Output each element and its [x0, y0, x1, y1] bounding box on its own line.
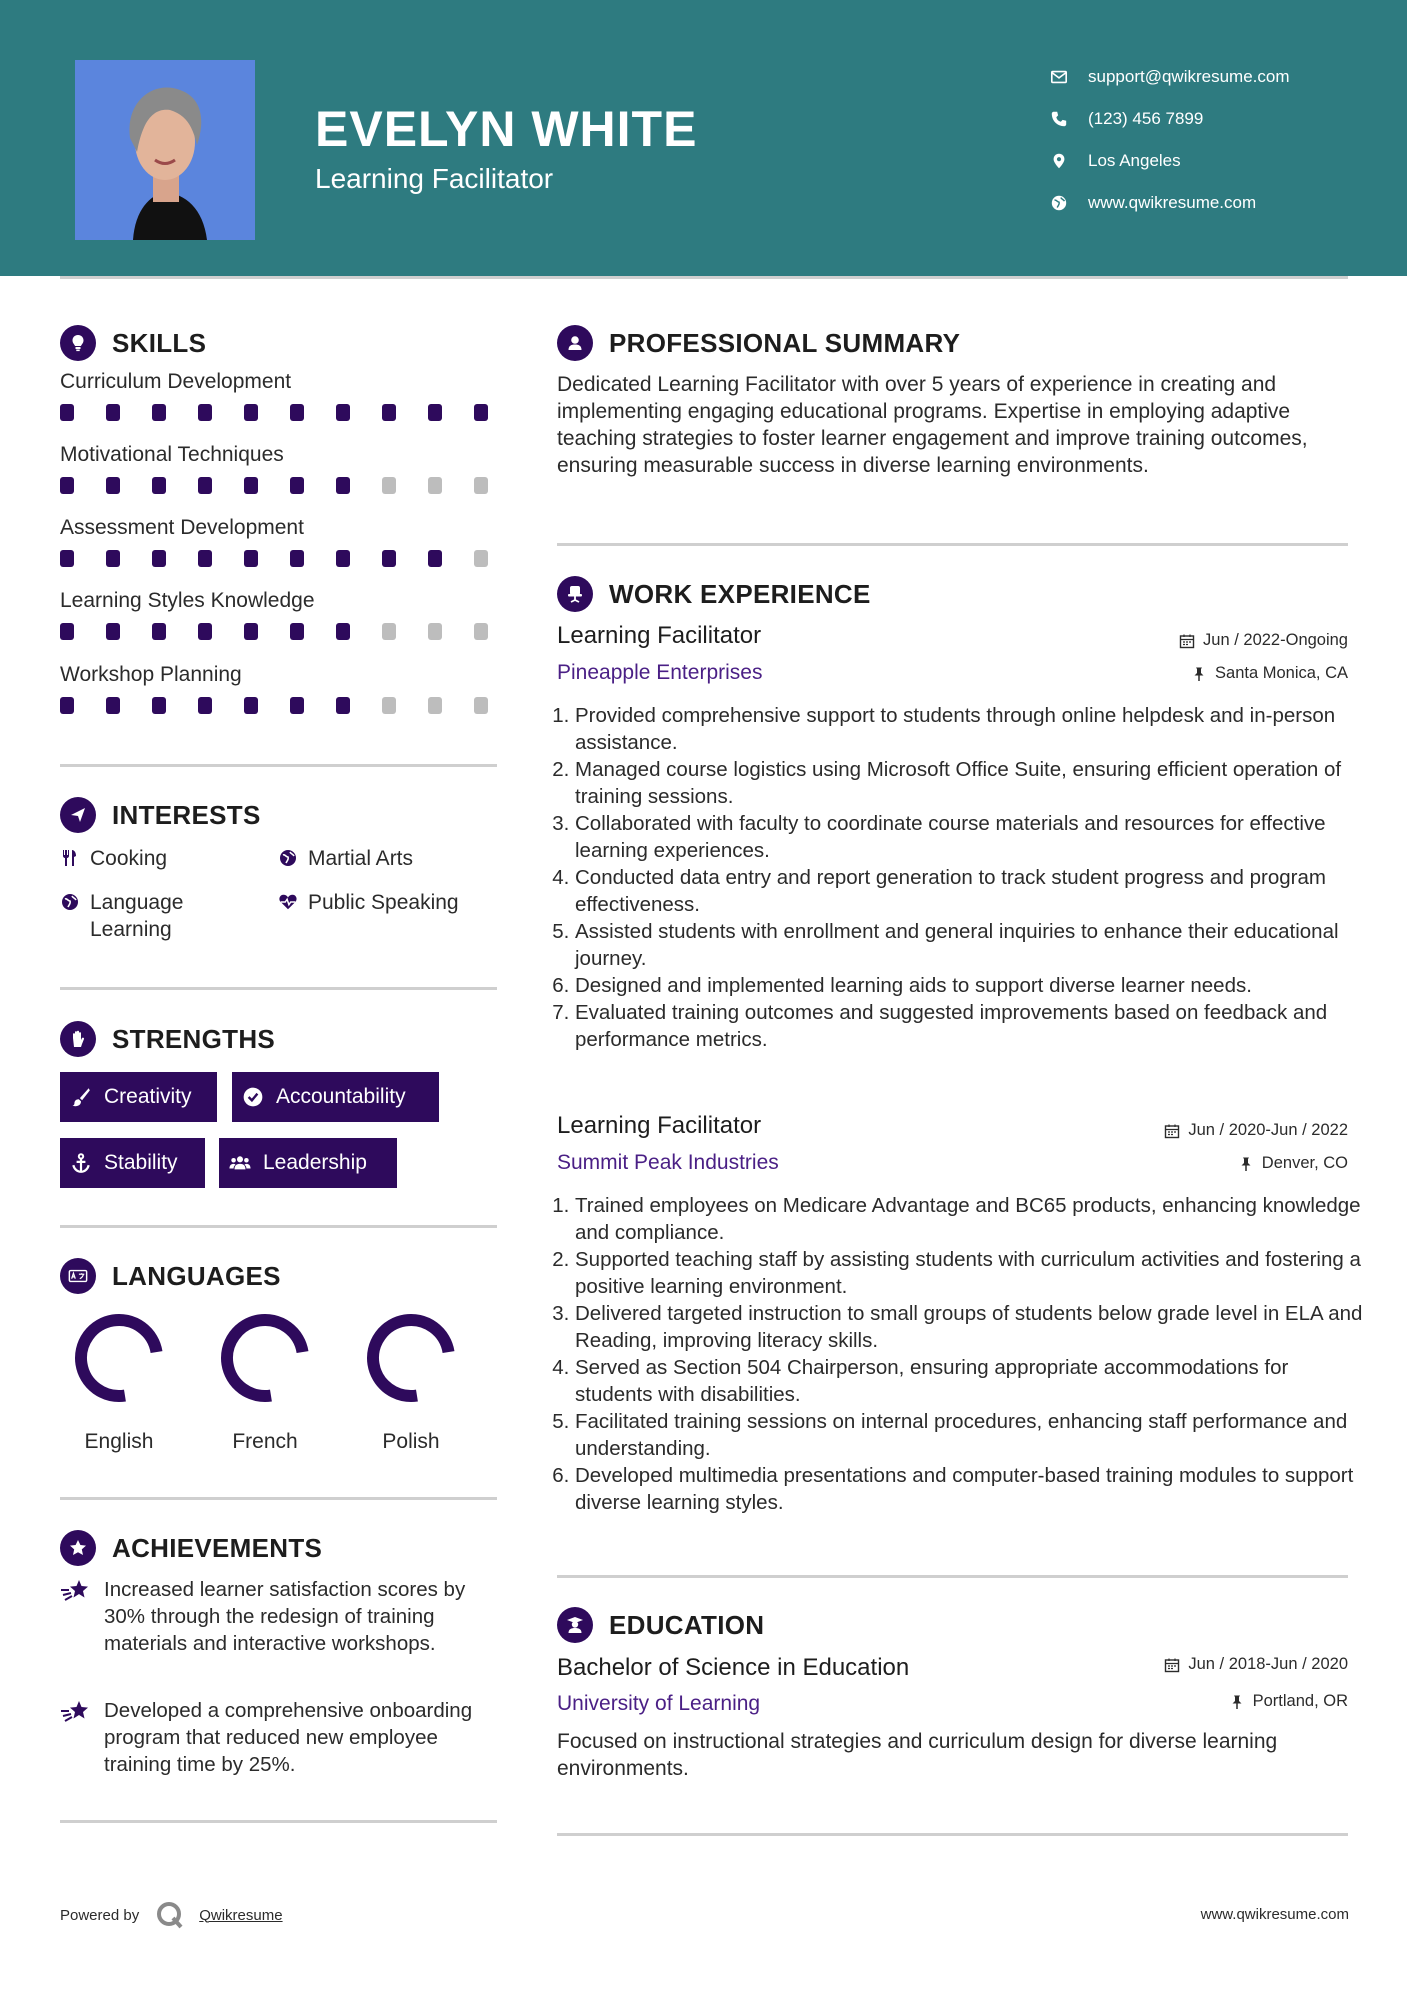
section-divider [60, 1225, 497, 1228]
hand-icon [60, 1021, 96, 1057]
interests-title: INTERESTS [112, 799, 261, 830]
skill-dot-empty [382, 697, 396, 714]
skill-dot-filled [106, 477, 120, 494]
skill-dot-filled [290, 477, 304, 494]
strength-label: Leadership [263, 1151, 367, 1174]
skill-dot-filled [106, 697, 120, 714]
skill-dot-filled [106, 404, 120, 421]
job-location-text: Denver, CO [1261, 1154, 1348, 1172]
footer-website[interactable]: www.qwikresume.com [1200, 1906, 1349, 1923]
pushpin-icon [1229, 1694, 1245, 1710]
interest-item [278, 889, 459, 916]
interests-heading [60, 797, 261, 833]
skill-dot-empty [428, 697, 442, 714]
powered-by-label: Powered by [60, 1906, 140, 1924]
globe-icon [278, 848, 298, 868]
skill-dots [60, 404, 520, 421]
skill-dot-filled [290, 623, 304, 640]
globe-icon [60, 892, 80, 912]
interest-label: Public Speaking [308, 891, 459, 914]
portrait-image [75, 60, 255, 240]
skill-dot-filled [244, 404, 258, 421]
language-item [59, 1308, 179, 1454]
education-school: University of Learning [557, 1692, 761, 1715]
language-name: French [232, 1430, 298, 1453]
job-bullet: 2. Supported teaching staff by assisting students with curriculum activities and fostering a positive learning environment. [575, 1246, 1365, 1300]
skill-dot-filled [198, 404, 212, 421]
header-band [0, 0, 1407, 276]
briefcase-chair-icon [557, 576, 593, 612]
skill-dot-empty [474, 697, 488, 714]
skill-dot-filled [198, 477, 212, 494]
job-dates [1179, 631, 1348, 650]
job-bullet: 7. Evaluated training outcomes and suggested improvements based on feedback and performance metrics. [575, 999, 1365, 1053]
candidate-name: EVELYN WHITE [315, 101, 698, 157]
job-location [1191, 664, 1348, 683]
language-ring [69, 1308, 169, 1408]
profile-photo [75, 60, 255, 240]
achievement-text: Increased learner satisfaction scores by 30% through the redesign of training materials and interactive workshops. [104, 1578, 466, 1655]
strength-tag [60, 1138, 205, 1188]
skill-row [60, 663, 520, 714]
education-dates [1164, 1655, 1348, 1674]
strengths-title: STRENGTHS [112, 1023, 276, 1054]
skill-row [60, 370, 520, 421]
skill-row [60, 443, 520, 494]
skill-dot-filled [106, 550, 120, 567]
experience-heading [557, 576, 871, 612]
summary-title: PROFESSIONAL SUMMARY [609, 327, 961, 358]
skill-row [60, 516, 520, 567]
language-arc [227, 1320, 303, 1396]
skill-dot-filled [474, 404, 488, 421]
language-name: Polish [382, 1430, 440, 1453]
strength-tag [219, 1138, 397, 1188]
skill-dot-filled [60, 550, 74, 567]
achievements-title: ACHIEVEMENTS [112, 1532, 323, 1563]
education-degree: Bachelor of Science in Education [557, 1654, 910, 1681]
skill-dot-filled [244, 697, 258, 714]
education-location [1229, 1692, 1348, 1711]
skill-dot-filled [290, 697, 304, 714]
job-bullets [557, 702, 1365, 1053]
skill-dot-filled [244, 550, 258, 567]
contact-email[interactable] [1050, 56, 1290, 98]
education-location-text: Portland, OR [1252, 1692, 1348, 1710]
language-arc [81, 1320, 157, 1396]
skill-dot-filled [428, 404, 442, 421]
candidate-title: Learning Facilitator [315, 163, 554, 194]
skill-dot-filled [244, 623, 258, 640]
skill-dot-empty [474, 550, 488, 567]
interest-label: Language Learning [90, 891, 184, 941]
job-location [1238, 1154, 1348, 1173]
contact-website[interactable] [1050, 182, 1290, 224]
section-divider [60, 1820, 497, 1823]
interest-item [60, 889, 240, 943]
skill-row [60, 589, 520, 640]
skill-dot-filled [152, 404, 166, 421]
shooting-star-icon [60, 1578, 92, 1606]
skill-dot-filled [152, 550, 166, 567]
interest-label: Martial Arts [308, 847, 414, 870]
skill-dot-filled [198, 623, 212, 640]
achievements-heading [60, 1530, 322, 1566]
skills-heading [60, 325, 206, 361]
skill-dot-filled [336, 550, 350, 567]
job-bullet: 4. Conducted data entry and report generation to track student progress and program effectiveness. [575, 864, 1365, 918]
skill-dot-filled [382, 550, 396, 567]
job-bullets [557, 1192, 1365, 1516]
contact-website-text: www.qwikresume.com [1088, 193, 1257, 212]
qwikresume-logo-icon [155, 1900, 185, 1930]
calendar-icon [1179, 633, 1195, 649]
skill-dot-empty [428, 477, 442, 494]
job-location-text: Santa Monica, CA [1215, 664, 1348, 682]
job-company: Summit Peak Industries [557, 1151, 779, 1174]
skill-dot-filled [60, 404, 74, 421]
job-bullet: 1. Trained employees on Medicare Advantage and BC65 products, enhancing knowledge and compliance. [575, 1192, 1365, 1246]
language-arc [373, 1320, 449, 1396]
skill-dot-filled [336, 623, 350, 640]
contact-phone[interactable] [1050, 98, 1290, 140]
skill-dot-filled [244, 477, 258, 494]
education-dates-text: Jun / 2018-Jun / 2020 [1188, 1655, 1348, 1673]
language-name: English [84, 1430, 154, 1453]
skill-dot-filled [198, 697, 212, 714]
skill-dot-filled [290, 550, 304, 567]
contact-block [1050, 56, 1290, 224]
contact-location-text: Los Angeles [1088, 151, 1181, 170]
skill-name: Motivational Techniques [60, 443, 284, 466]
skill-dots [60, 550, 520, 567]
pushpin-icon [1191, 666, 1207, 682]
skill-name: Learning Styles Knowledge [60, 589, 315, 612]
phone-icon [1050, 110, 1068, 128]
skill-name: Assessment Development [60, 516, 304, 539]
skill-dot-empty [382, 477, 396, 494]
check-circle-icon [242, 1086, 264, 1108]
strength-label: Accountability [276, 1085, 406, 1108]
graduate-icon [557, 1607, 593, 1643]
job-bullet: 5. Facilitated training sessions on internal procedures, enhancing staff performance and understanding. [575, 1408, 1365, 1462]
heartbeat-icon [278, 892, 298, 912]
skill-dots [60, 623, 520, 640]
experience-title: WORK EXPERIENCE [609, 578, 871, 609]
job-title: Learning Facilitator [557, 622, 762, 649]
skill-dot-filled [152, 623, 166, 640]
job-title: Learning Facilitator [557, 1112, 762, 1139]
job-dates [1164, 1121, 1348, 1140]
skill-dot-filled [290, 404, 304, 421]
achievement-item [60, 1576, 500, 1657]
map-pin-icon [1050, 152, 1068, 170]
envelope-icon [1050, 68, 1068, 86]
calendar-icon [1164, 1657, 1180, 1673]
job-company: Pineapple Enterprises [557, 661, 763, 684]
skill-dot-filled [428, 550, 442, 567]
skill-dot-filled [60, 623, 74, 640]
section-divider [557, 543, 1348, 546]
job-bullet: 6. Developed multimedia presentations and computer-based training modules to support diverse learning styles. [575, 1462, 1365, 1516]
language-item [351, 1308, 471, 1454]
language-item [205, 1308, 325, 1454]
language-ring [361, 1308, 461, 1408]
skill-dot-empty [428, 623, 442, 640]
lightbulb-icon [60, 325, 96, 361]
section-divider [557, 1833, 1348, 1836]
education-heading [557, 1607, 764, 1643]
section-divider [60, 1497, 497, 1500]
skill-dot-filled [106, 623, 120, 640]
interest-label: Cooking [90, 847, 168, 870]
contact-phone-text: (123) 456 7899 [1088, 109, 1204, 128]
job-dates-text: Jun / 2022-Ongoing [1203, 631, 1348, 649]
skill-dot-filled [198, 550, 212, 567]
skill-name: Curriculum Development [60, 370, 292, 393]
section-divider [557, 1575, 1348, 1578]
skill-dot-filled [336, 477, 350, 494]
skill-dots [60, 477, 520, 494]
header-divider [60, 276, 1348, 279]
skill-dot-filled [336, 404, 350, 421]
user-icon [557, 325, 593, 361]
contact-email-text: support@qwikresume.com [1088, 67, 1290, 86]
skill-dot-filled [336, 697, 350, 714]
strength-tag [232, 1072, 439, 1122]
job-bullet: 2. Managed course logistics using Microsoft Office Suite, ensuring efficient operation of training sessions. [575, 756, 1365, 810]
education-description: Focused on instructional strategies and curriculum design for diverse learning environments. [557, 1730, 1278, 1780]
skill-dot-filled [152, 477, 166, 494]
achievement-item [60, 1697, 500, 1778]
job-bullet: 6. Designed and implemented learning aids to support diverse learner needs. [575, 972, 1365, 999]
languages-title: LANGUAGES [112, 1260, 281, 1291]
qwikresume-link[interactable]: Qwikresume [199, 1906, 283, 1924]
interest-item [60, 845, 167, 872]
section-divider [60, 764, 497, 767]
job-bullet: 3. Delivered targeted instruction to small groups of students below grade level in ELA and Reading, improving literacy skills. [575, 1300, 1365, 1354]
job-dates-text: Jun / 2020-Jun / 2022 [1188, 1121, 1348, 1139]
anchor-icon [70, 1152, 92, 1174]
paint-brush-icon [70, 1086, 92, 1108]
job-bullet: 3. Collaborated with faculty to coordinate course materials and resources for effective learning experiences. [575, 810, 1365, 864]
strength-label: Creativity [104, 1085, 192, 1108]
skill-dot-filled [382, 404, 396, 421]
language-ring [215, 1308, 315, 1408]
section-divider [60, 987, 497, 990]
footer-powered-by [60, 1900, 283, 1930]
education-title: EDUCATION [609, 1609, 765, 1640]
calendar-icon [1164, 1123, 1180, 1139]
users-icon [229, 1152, 251, 1174]
job-bullet: 5. Assisted students with enrollment and general inquiries to enhance their educational journey. [575, 918, 1365, 972]
globe-icon [1050, 194, 1068, 212]
language-icon [60, 1258, 96, 1294]
star-icon [60, 1530, 96, 1566]
interest-item [278, 845, 413, 872]
skill-dot-empty [474, 623, 488, 640]
strengths-heading [60, 1021, 275, 1057]
skill-dot-filled [60, 697, 74, 714]
utensils-icon [60, 848, 80, 868]
job-bullet: 1. Provided comprehensive support to students through online helpdesk and in-person assistance. [575, 702, 1365, 756]
summary-heading [557, 325, 960, 361]
skill-dot-empty [382, 623, 396, 640]
strength-label: Stability [104, 1151, 178, 1174]
job-bullet: 4. Served as Section 504 Chairperson, ensuring appropriate accommodations for students with disabilities. [575, 1354, 1365, 1408]
skill-dot-filled [152, 697, 166, 714]
skill-dots [60, 697, 520, 714]
languages-heading [60, 1258, 281, 1294]
skill-dot-filled [60, 477, 74, 494]
achievement-text: Developed a comprehensive onboarding program that reduced new employee training time by 25%. [104, 1699, 473, 1776]
pushpin-icon [1238, 1156, 1254, 1172]
skill-dot-empty [474, 477, 488, 494]
summary-text: Dedicated Learning Facilitator with over 5 years of experience in creating and implementing engaging educational programs. Expertise in employing adaptive teaching strategies to foster learner engagement and improve training outcomes, ensuring measurable success in diverse learning environments. [557, 373, 1308, 477]
shooting-star-icon [60, 1699, 92, 1727]
strength-tag [60, 1072, 217, 1122]
skill-name: Workshop Planning [60, 663, 242, 686]
contact-location [1050, 140, 1290, 182]
skills-title: SKILLS [112, 327, 207, 358]
paper-plane-icon [60, 797, 96, 833]
